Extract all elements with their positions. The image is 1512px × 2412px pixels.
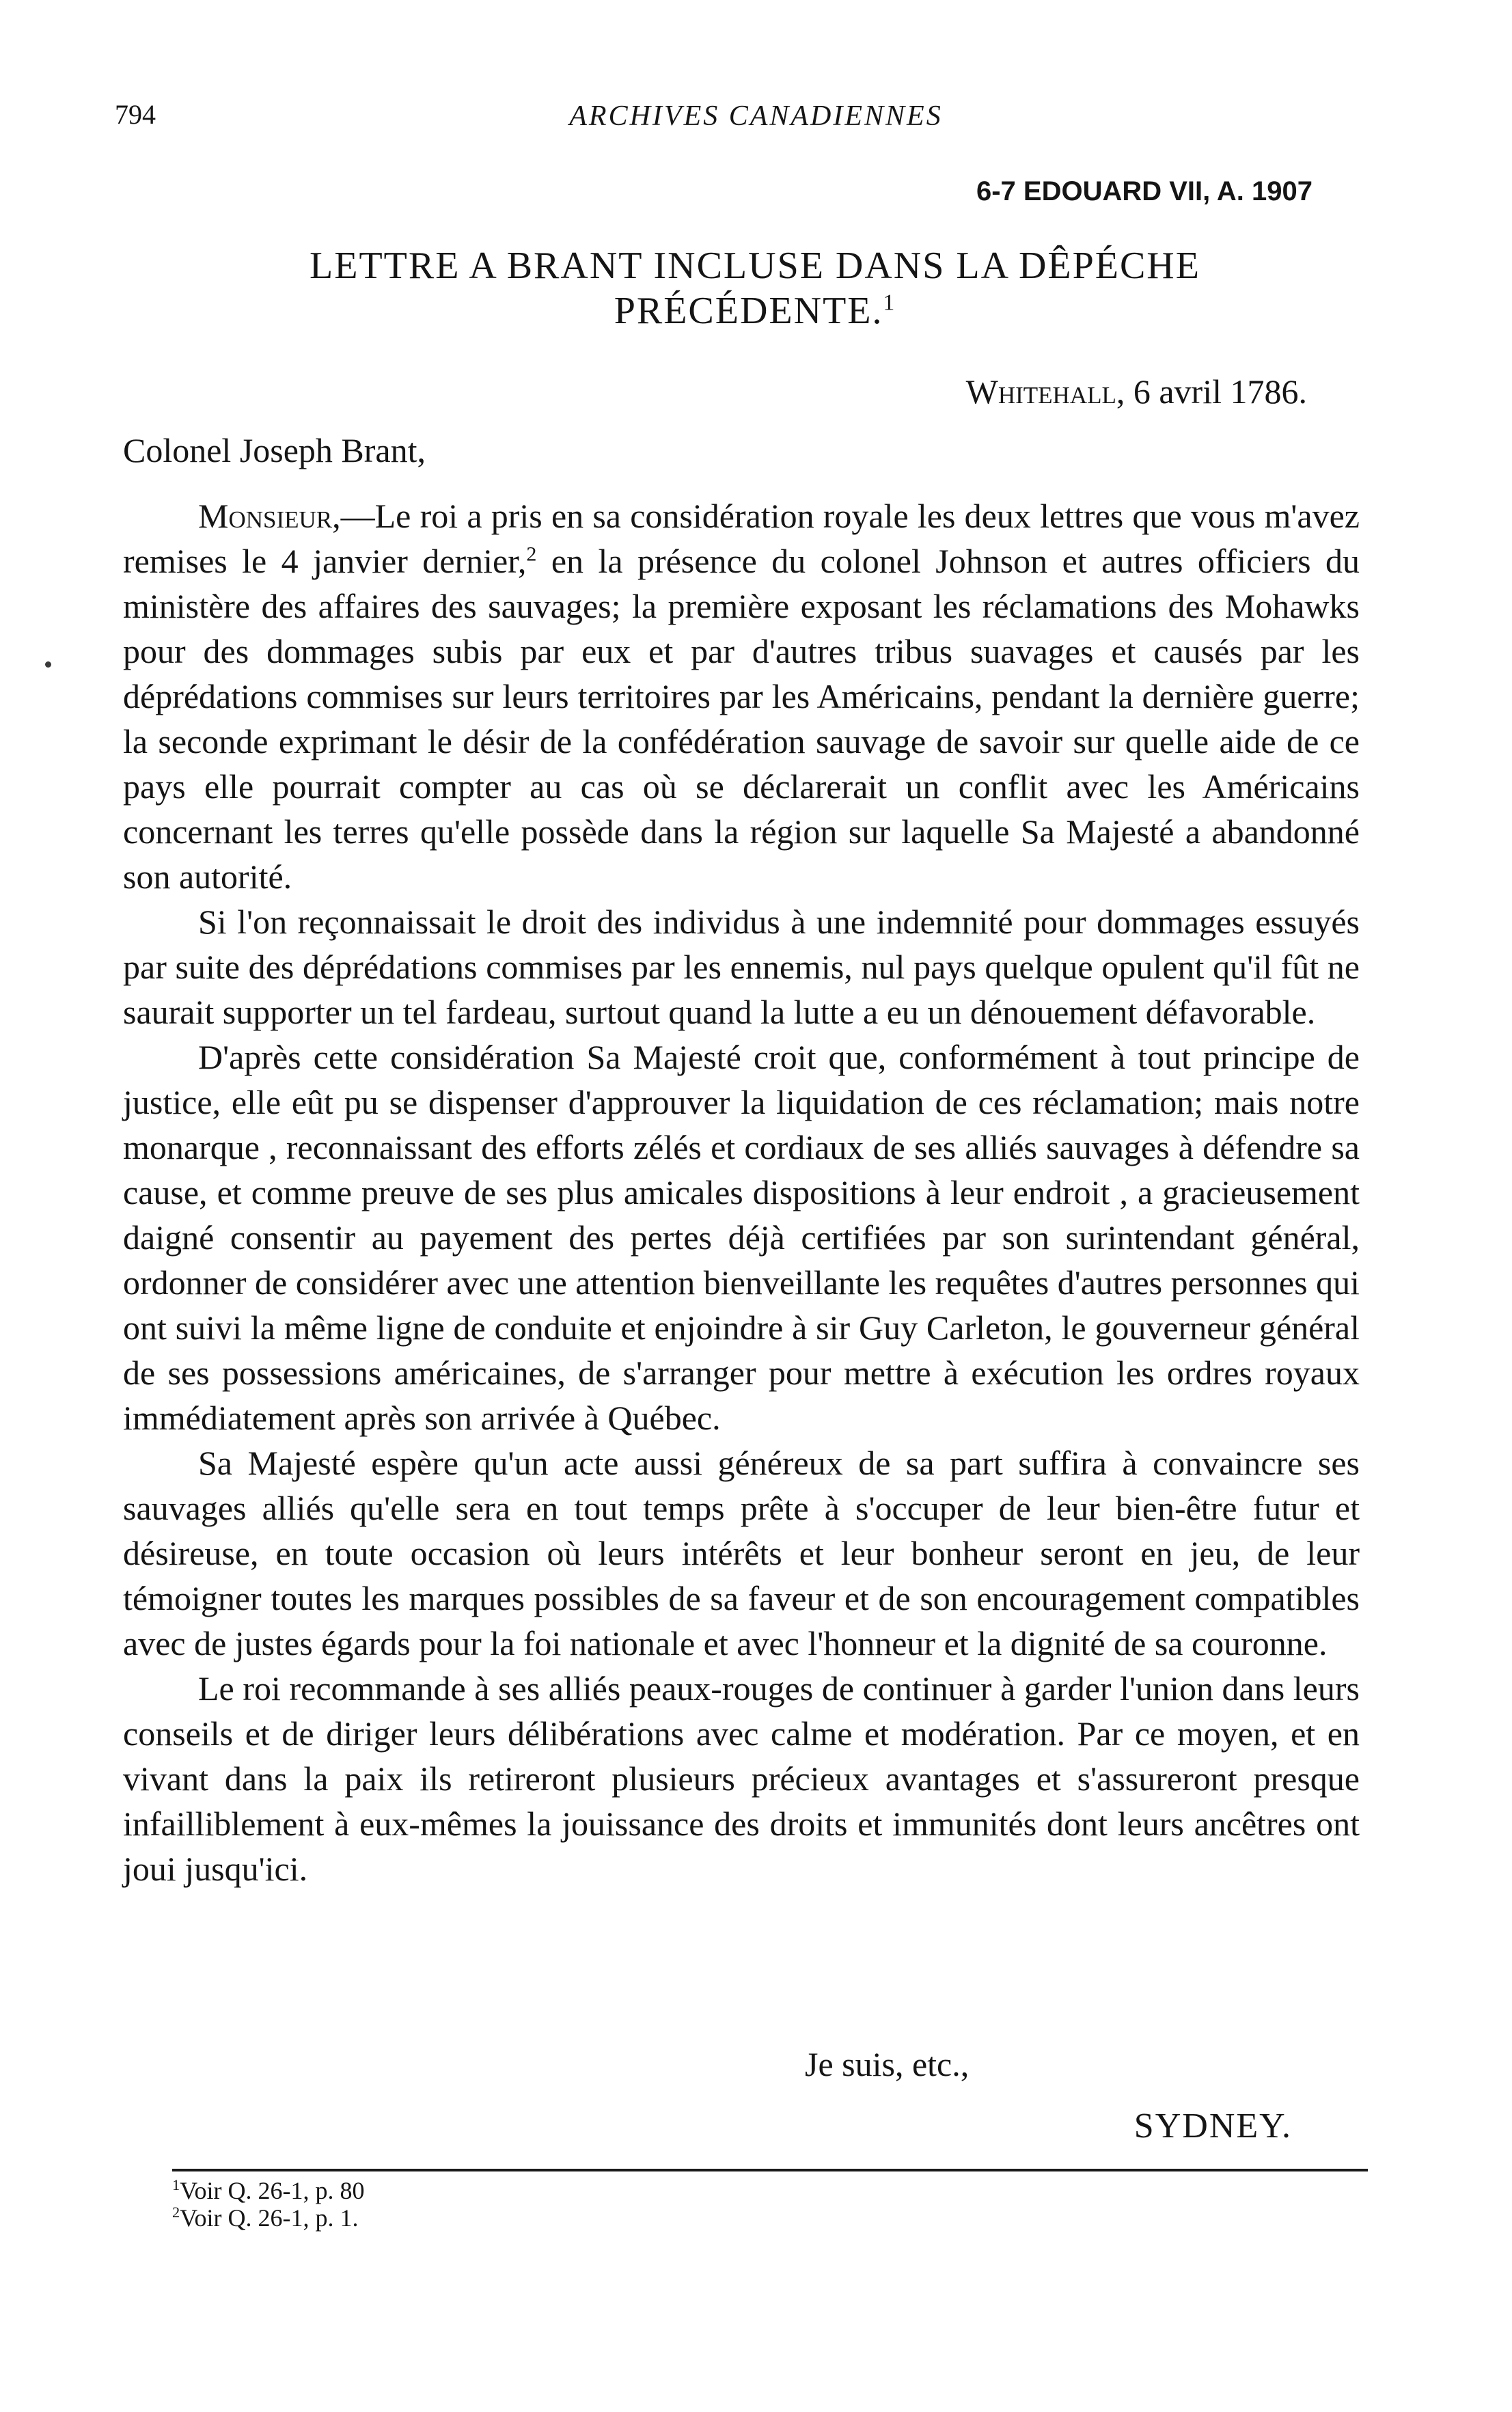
footnote-rule [172, 2169, 1368, 2171]
paragraph-5: Le roi recommande à ses alliés peaux-rouges de continuer à garder l'union dans leurs conseils et de diriger leurs délibérations avec calme et modération. Par ce moyen, et en vivant dans la paix ils retireront plusieurs précieux avantages et s'assureront presque infailliblement à eux-mêmes la jouissance des droits et immunités dont leurs ancêtres ont joui jusqu'ici. [123, 1669, 1360, 1888]
dateline [966, 372, 1307, 411]
paragraph-1-text-a: ,—Le roi a pris en sa considération royale les deux lettres que vous m'avez remises le 4 janvier dernier, [123, 497, 1360, 580]
salutation: Colonel Joseph Brant, [123, 431, 426, 469]
title-footnote-mark: 1 [883, 290, 896, 316]
title-line-1: LETTRE A BRANT INCLUSE DANS LA DÊPÉCHE [310, 245, 1200, 287]
footnote-2 [172, 2204, 365, 2232]
letter-body [123, 493, 1360, 1891]
signature: SYDNEY. [1133, 2107, 1292, 2146]
paragraph-2: Si l'on reçonnaissait le droit des individus à une indemnité pour dommages essuyés par suite des déprédations commises par les ennemis, nul pays quelque opulent qu'il fût ne saurait supporter un tel fardeau, surtout quand la lutte a eu un dénouement défavorable. [123, 903, 1360, 1031]
paragraph-3: D'après cette considération Sa Majesté croit que, conformément à tout principe de justice, elle eût pu se dispenser d'approuver la liquidation de ces réclamation; mais notre monarque , reconnaissant des efforts zélés et cordiaux de ses alliés sauvages à défendre sa cause, et comme preuve de ses plus amicales dispositions à leur endroit , a gracieusement daigné consentir au payement des pertes déjà certifiées par son surintendant général, ordonner de considérer avec une attention bienveillante les requêtes d'autres personnes qui ont suivi la même ligne de conduite et enjoindre à sir Guy Carleton, le gouverneur général de ses possessions américaines, de s'arranger pour mettre à exécution les ordres royaux immédiatement après son arrivée à Québec. [123, 1038, 1360, 1437]
page-number: 794 [115, 99, 156, 130]
title-line-2 [123, 288, 1387, 333]
print-speck [45, 661, 51, 668]
session-label: 6-7 EDOUARD VII, A. 1907 [976, 176, 1312, 206]
running-head: ARCHIVES CANADIENNES [569, 100, 943, 132]
footnote-2-text: Voir Q. 26-1, p. 1. [180, 2204, 359, 2232]
closing: Je suis, etc., [805, 2045, 970, 2083]
footnotes [172, 2177, 365, 2232]
dateline-place: Whitehall [965, 372, 1116, 411]
dateline-date: , 6 avril 1786. [1116, 372, 1307, 411]
paragraph-1-footnote-mark: 2 [526, 543, 537, 566]
greeting: Monsieur [198, 497, 333, 535]
title-line-2-text: PRÉCÉDENTE. [614, 290, 883, 332]
footnote-1 [172, 2177, 365, 2204]
paragraph-4: Sa Majesté espère qu'un acte aussi généreux de sa part suffira à convaincre ses sauvages alliés qu'elle sera en tout temps prête à s'occuper de leur bien-être futur et désireuse, en toute occasion où leurs intérêts et leur bonheur seront en jeu, de leur témoigner toutes les marques possibles de sa faveur et de son encouragement compatibles avec de justes égards pour la foi nationale et avec l'honneur et la dignité de sa couronne. [123, 1444, 1360, 1662]
footnote-2-mark: 2 [172, 2204, 180, 2221]
document-title [123, 243, 1387, 333]
footnote-1-mark: 1 [172, 2176, 180, 2193]
paragraph-1-text-b: en la présence du colonel Johnson et autres officiers du ministère des affaires des sauvages; la première exposant les réclamations des Mohawks pour des dommages subis par eux et par d'autres tribus suavages et causés par les déprédations commises sur leurs territoires par les Américains, pendant la dernière guerre; la seconde exprimant le désir de la confédération sauvage de savoir sur quelle aide de ce pays elle pourrait compter au cas où se déclarerait un conflit avec les Américains concernant les terres qu'elle possède dans la région sur laquelle Sa Majesté a abandonné son autorité. [123, 542, 1360, 896]
footnote-1-text: Voir Q. 26-1, p. 80 [180, 2177, 365, 2204]
paragraph-1 [123, 493, 1360, 899]
